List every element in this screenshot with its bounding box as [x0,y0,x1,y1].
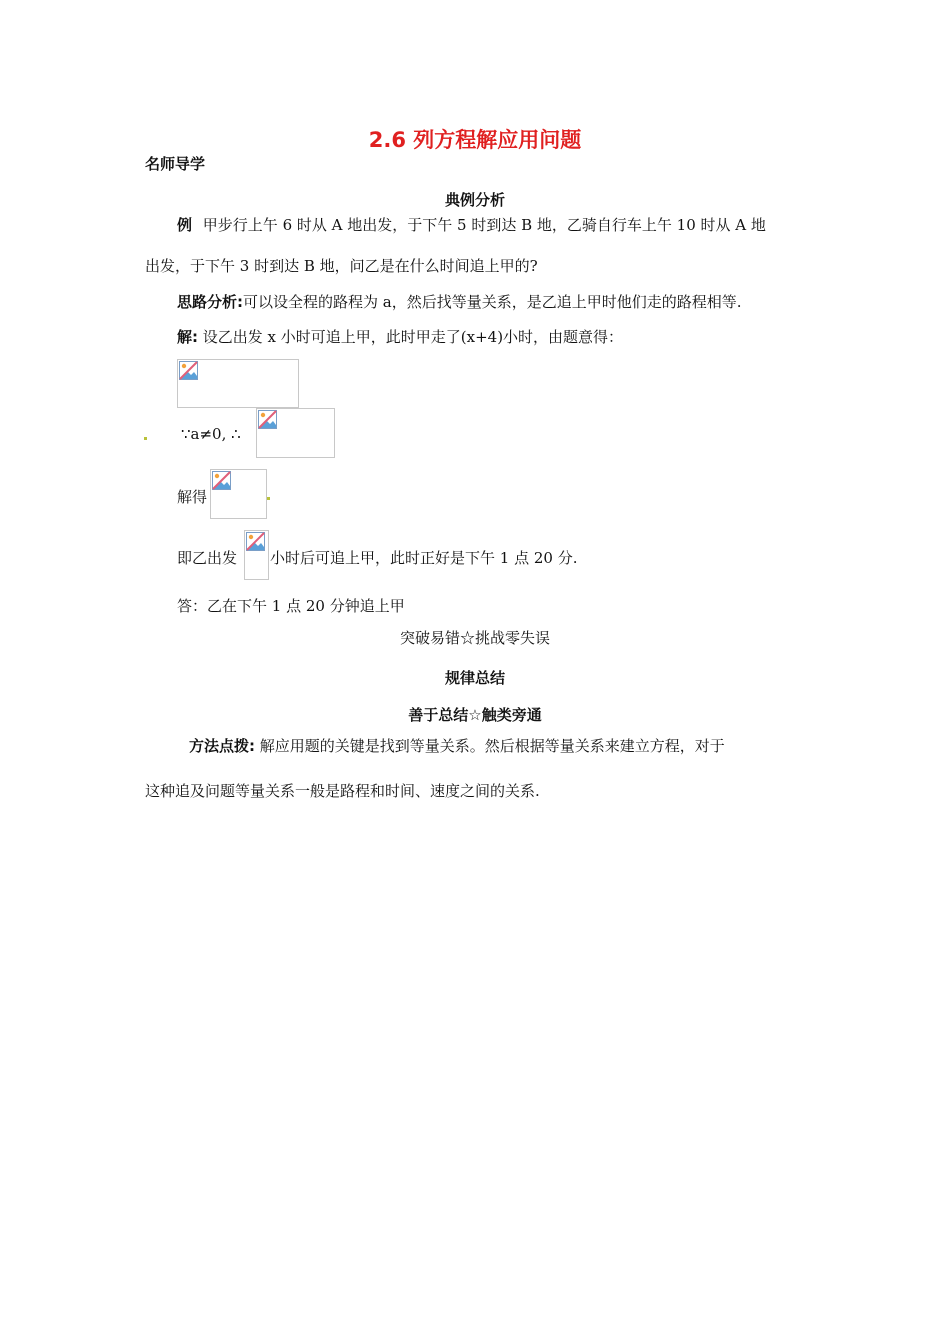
equation-image-1 [177,359,299,408]
page-title: 2.6 列方程解应用问题 [368,128,582,152]
section-summary-subheading: 善于总结☆触类旁通 [408,706,542,724]
section-summary-heading: 规律总结 [444,669,505,687]
solution-label: 解: [177,328,198,346]
method-line-1 [189,735,725,756]
analysis-text: 可以设全程的路程为 a，然后找等量关系，是乙追上甲时他们走的路程相等. [243,293,742,311]
solution-paragraph [177,326,623,347]
method-text-1: 解应用题的关键是找到等量关系。然后根据等量关系来建立方程，对于 [259,737,725,755]
equation-image-2 [256,408,335,458]
catchup-prefix: 即乙出发 [177,549,238,567]
because-text: ∵a≠0, ∴ [181,425,241,443]
marker-dot [144,437,147,440]
example-text-1: 甲步行上午 6 时从 A 地出发，于下午 5 时到达 B 地，乙骑自行车上午 10 时从 A 地 [202,216,766,234]
broken-image-icon [258,410,277,429]
method-line-2: 这种追及问题等量关系一般是路程和时间、速度之间的关系. [145,782,540,800]
broken-image-icon [246,532,265,551]
solution-text: 设乙出发 x 小时可追上甲，此时甲走了(x+4)小时，由题意得： [202,328,624,346]
section-mistakes-heading: 突破易错☆挑战零失误 [399,629,550,647]
example-line-1 [177,214,766,235]
example-line-2: 出发，于下午 3 时到达 B 地，问乙是在什么时间追上甲的? [145,257,538,275]
analysis-label: 思路分析: [177,293,243,311]
solve-text: 解得 [177,488,208,506]
equation-image-4 [244,530,269,580]
catchup-suffix: 小时后可追上甲，此时正好是下午 1 点 20 分. [270,549,578,567]
section-example-heading: 典例分析 [444,191,505,209]
analysis-paragraph [177,291,741,312]
broken-image-icon [212,471,231,490]
equation-image-3 [210,469,267,519]
example-label: 例 [177,216,193,234]
section-guide-heading: 名师导学 [145,155,206,173]
marker-dot [267,497,270,500]
answer-text: 答：乙在下午 1 点 20 分钟追上甲 [177,597,405,615]
method-label: 方法点拨: [189,737,255,755]
broken-image-icon [179,361,198,380]
